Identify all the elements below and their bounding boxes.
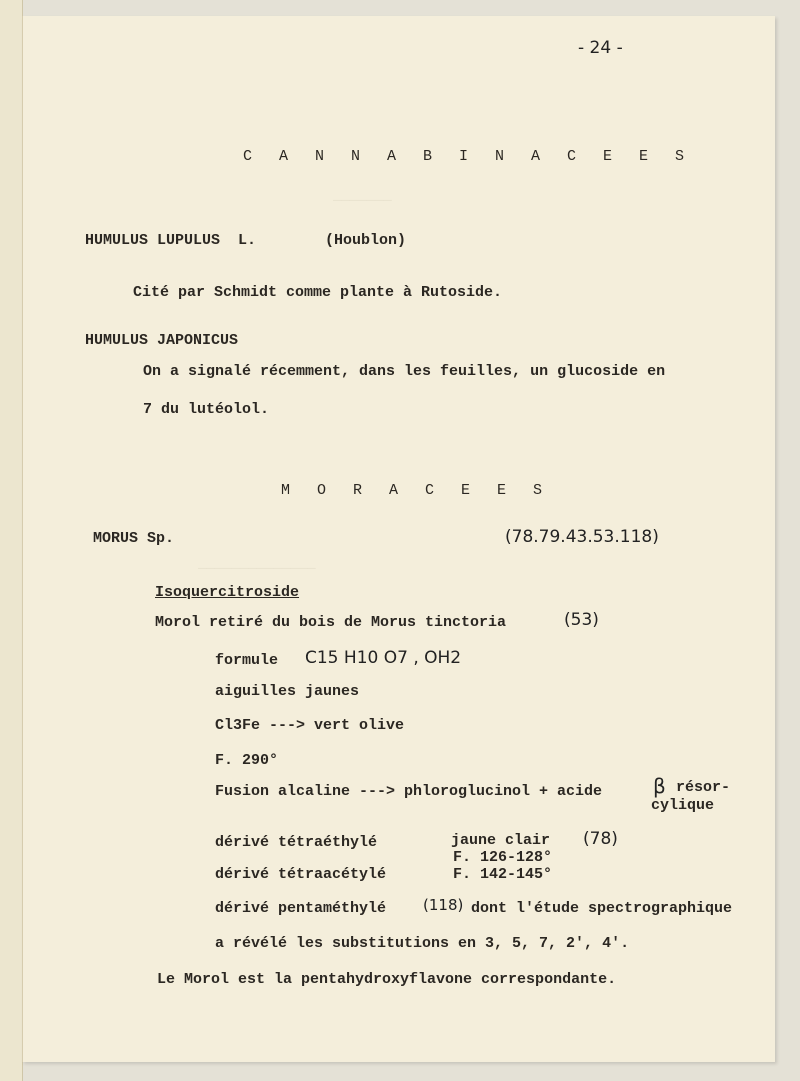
derivative-name: dérivé tétraacétylé: [215, 866, 387, 883]
text-line: dont l'étude spectrographique: [471, 900, 733, 917]
species-name: MORUS Sp.: [93, 530, 175, 547]
beta-symbol: β: [653, 774, 666, 798]
common-name: (Houblon): [325, 232, 407, 249]
reference-number: (118): [423, 896, 464, 914]
section-heading-moracees: M O R A C E E S: [281, 482, 552, 499]
conclusion-line: Le Morol est la pentahydroxyflavone correspondante.: [157, 971, 617, 988]
melting-point: F. 126-128°: [453, 849, 553, 866]
reference-number: (78): [583, 829, 618, 849]
facing-page-edge: [0, 0, 23, 1081]
reference-numbers: (78.79.43.53.118): [505, 527, 659, 547]
melting-point: F. 142-145°: [453, 866, 553, 883]
text-line: a révélé les substitutions en 3, 5, 7, 2', 4'.: [215, 935, 630, 952]
show-through-mark: ______________: [198, 556, 316, 572]
species-note: Cité par Schmidt comme plante à Rutoside.: [133, 284, 503, 301]
page-number: - 24 -: [578, 38, 623, 58]
show-through-mark: _______: [333, 188, 392, 204]
derivative-name: dérivé pentaméthylé: [215, 900, 387, 917]
derivative-desc: jaune clair: [451, 832, 551, 849]
text-line: Morol retiré du bois de Morus tinctoria: [155, 614, 507, 631]
text-line: F. 290°: [215, 752, 279, 769]
text-line: résor-: [676, 779, 731, 796]
compound-name: Isoquercitroside: [155, 584, 300, 601]
text-line: cylique: [651, 797, 715, 814]
text-line: aiguilles jaunes: [215, 683, 360, 700]
text-line: Fusion alcaline ---> phloroglucinol + acide: [215, 783, 603, 800]
document-page: [22, 16, 775, 1062]
reference-number: (53): [564, 610, 599, 630]
section-heading-cannabinacees: C A N N A B I N A C E E S: [243, 148, 694, 165]
species-note: On a signalé récemment, dans les feuilles, un glucoside en: [143, 363, 666, 380]
formula-label: formule: [215, 652, 279, 669]
derivative-name: dérivé tétraéthylé: [215, 834, 378, 851]
text-line: Cl3Fe ---> vert olive: [215, 717, 405, 734]
species-name: HUMULUS LUPULUS L.: [85, 232, 257, 249]
chemical-formula: C15 H10 O7 , OH2: [305, 648, 462, 668]
species-note: 7 du lutéolol.: [143, 401, 270, 418]
species-name: HUMULUS JAPONICUS: [85, 332, 239, 349]
